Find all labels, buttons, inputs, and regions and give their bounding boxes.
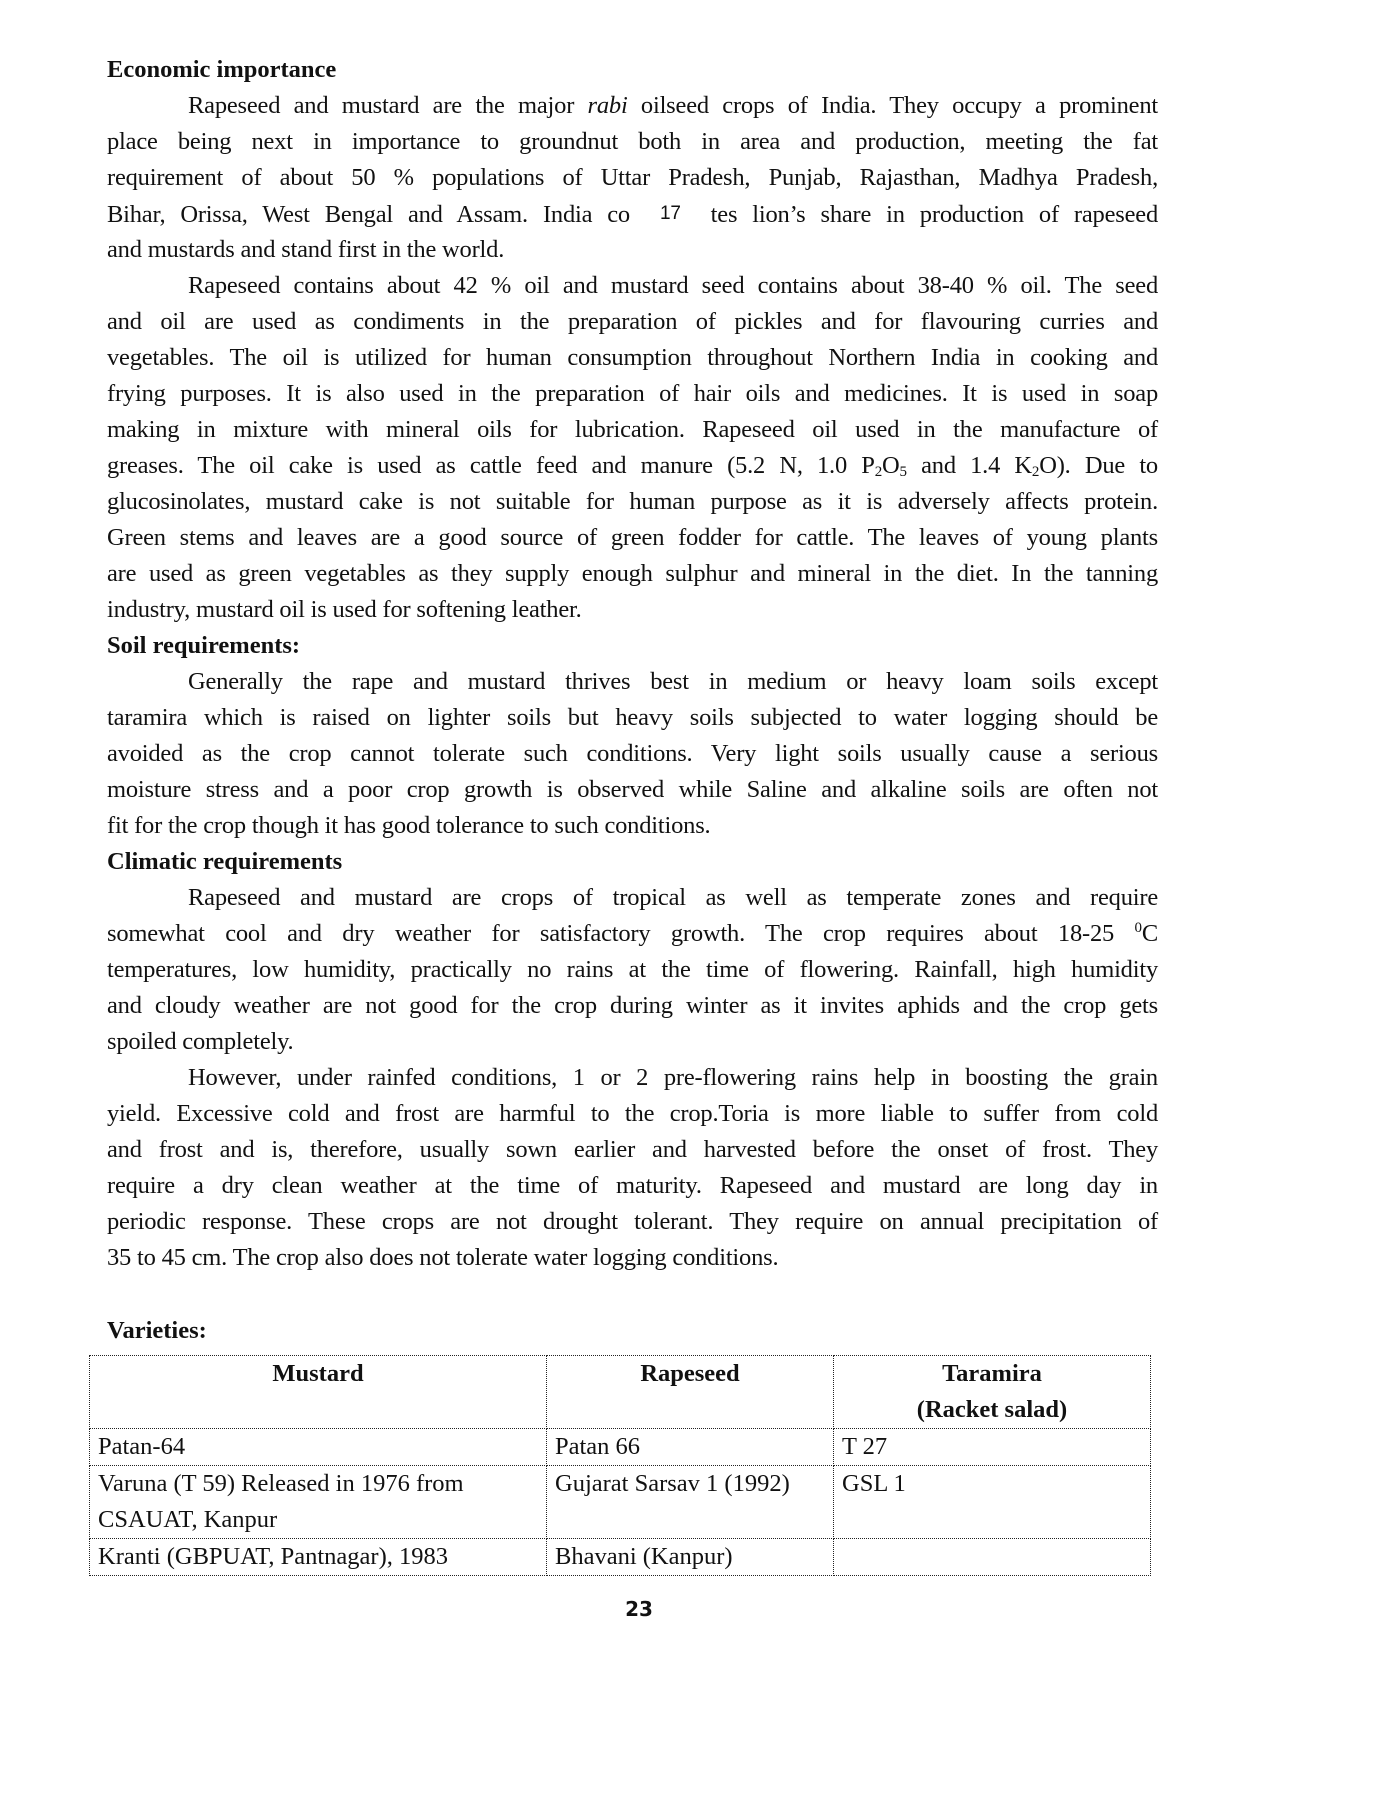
text-span: greases. The oil cake is used as cattle feed and manure (5.2 N, 1.0 P bbox=[107, 452, 875, 479]
heading-varieties: Varieties: bbox=[107, 1317, 207, 1344]
header-text: Mustard bbox=[272, 1360, 364, 1387]
text-line: and oil are used as condiments in the preparation of pickles and for flavouring curries and bbox=[107, 308, 1158, 335]
table-header-taramira bbox=[834, 1356, 1151, 1429]
text-line: require a dry clean weather at the time of maturity. Rapeseed and mustard are long day in bbox=[107, 1172, 1158, 1199]
text-line: and cloudy weather are not good for the crop during winter as it invites aphids and the crop gets bbox=[107, 992, 1158, 1019]
table-cell bbox=[547, 1429, 834, 1466]
text-span: somewhat cool and dry weather for satisfactory growth. The crop requires about 18-25 bbox=[107, 920, 1135, 947]
subscript: 2 bbox=[1031, 464, 1040, 480]
table-cell bbox=[834, 1539, 1151, 1576]
text-span: C bbox=[1141, 920, 1158, 947]
text-line: Green stems and leaves are a good source of green fodder for cattle. The leaves of young plants bbox=[107, 524, 1158, 551]
text-line: yield. Excessive cold and frost are harmful to the crop.Toria is more liable to suffer from cold bbox=[107, 1100, 1158, 1127]
header-text: Taramira bbox=[942, 1360, 1042, 1387]
cell-text: T 27 bbox=[842, 1433, 888, 1460]
text-line: temperatures, low humidity, practically no rains at the time of flowering. Rainfall, high humidity bbox=[107, 956, 1158, 983]
page-number: 23 bbox=[625, 1597, 653, 1621]
text-line: Generally the rape and mustard thrives best in medium or heavy loam soils except bbox=[188, 668, 1158, 695]
cell-text: CSAUAT, Kanpur bbox=[98, 1506, 278, 1533]
table-header-mustard bbox=[90, 1356, 547, 1429]
text-line: and mustards and stand first in the world. bbox=[107, 236, 505, 263]
table-cell bbox=[547, 1466, 834, 1539]
table-row bbox=[90, 1429, 1151, 1466]
text-line: frying purposes. It is also used in the preparation of hair oils and medicines. It is used in soap bbox=[107, 380, 1158, 407]
table-cell bbox=[834, 1466, 1151, 1539]
table-cell bbox=[90, 1429, 547, 1466]
superscript: 0 bbox=[1134, 920, 1142, 936]
text-line: 35 to 45 cm. The crop also does not tolerate water logging conditions. bbox=[107, 1244, 779, 1271]
text-line: Rapeseed contains about 42 % oil and mustard seed contains about 38-40 % oil. The seed bbox=[188, 272, 1158, 299]
text-line: and frost and is, therefore, usually sown earlier and harvested before the onset of frost. They bbox=[107, 1136, 1158, 1163]
text-span: O bbox=[882, 452, 900, 479]
table-row bbox=[90, 1539, 1151, 1576]
text-line: making in mixture with mineral oils for lubrication. Rapeseed oil used in the manufacture of bbox=[107, 416, 1158, 443]
text-line: vegetables. The oil is utilized for human consumption throughout Northern India in cooking and bbox=[107, 344, 1158, 371]
text-line: periodic response. These crops are not drought tolerant. They require on annual precipitation of bbox=[107, 1208, 1158, 1235]
text-line: However, under rainfed conditions, 1 or 2 pre-flowering rains help in boosting the grain bbox=[188, 1064, 1158, 1091]
cell-text: Bhavani (Kanpur) bbox=[555, 1543, 733, 1570]
table-cell bbox=[547, 1539, 834, 1576]
varieties-table bbox=[89, 1355, 1151, 1576]
text-span: oilseed crops of India. They occupy a prominent bbox=[627, 92, 1158, 119]
heading-climatic-requirements: Climatic requirements bbox=[107, 848, 343, 875]
table-cell bbox=[90, 1539, 547, 1576]
text-line: taramira which is raised on lighter soils but heavy soils subjected to water logging should be bbox=[107, 704, 1158, 731]
text-line: requirement of about 50 % populations of Uttar Pradesh, Punjab, Rajasthan, Madhya Pradesh, bbox=[107, 164, 1158, 191]
cell-text: Patan 66 bbox=[555, 1433, 641, 1460]
text-line bbox=[107, 448, 1158, 484]
text-line: glucosinolates, mustard cake is not suitable for human purpose as it is adversely affects protein. bbox=[107, 488, 1158, 515]
text-line bbox=[107, 196, 1158, 232]
text-line: industry, mustard oil is used for softening leather. bbox=[107, 596, 582, 623]
text-span: tes lion’s share in production of rapeseed bbox=[710, 201, 1159, 228]
subscript: 5 bbox=[899, 464, 907, 480]
text-line: spoiled completely. bbox=[107, 1028, 294, 1055]
text-span: O). Due to bbox=[1039, 452, 1158, 479]
text-line: Rapeseed and mustard are crops of tropical as well as temperate zones and require bbox=[188, 884, 1158, 911]
text-line: avoided as the crop cannot tolerate such conditions. Very light soils usually cause a serious bbox=[107, 740, 1158, 767]
cell-text: GSL 1 bbox=[842, 1470, 906, 1497]
text-span: Rapeseed and mustard are the major bbox=[188, 92, 588, 119]
page-reference-overlay: 17 bbox=[659, 203, 681, 224]
text-line: moisture stress and a poor crop growth is observed while Saline and alkaline soils are often not bbox=[107, 776, 1158, 803]
text-line bbox=[188, 88, 1158, 124]
cell-text: Kranti (GBPUAT, Pantnagar), 1983 bbox=[98, 1543, 448, 1570]
text-line: place being next in importance to groundnut both in area and production, meeting the fat bbox=[107, 128, 1158, 155]
heading-economic-importance: Economic importance bbox=[107, 56, 337, 83]
text-span: Bihar, Orissa, West Bengal and Assam. India co bbox=[107, 201, 630, 228]
text-line: fit for the crop though it has good tolerance to such conditions. bbox=[107, 812, 711, 839]
header-text: (Racket salad) bbox=[916, 1396, 1068, 1423]
header-text: Rapeseed bbox=[640, 1360, 740, 1387]
cell-text: Patan-64 bbox=[98, 1433, 186, 1460]
table-cell bbox=[834, 1429, 1151, 1466]
text-line bbox=[107, 916, 1158, 952]
heading-soil-requirements: Soil requirements: bbox=[107, 632, 301, 659]
cell-text: Varuna (T 59) Released in 1976 from bbox=[98, 1470, 464, 1497]
text-line: are used as green vegetables as they supply enough sulphur and mineral in the diet. In the tanning bbox=[107, 560, 1158, 587]
table-header-row bbox=[90, 1356, 1151, 1429]
table-row bbox=[90, 1466, 1151, 1539]
subscript: 2 bbox=[874, 464, 883, 480]
italic-term: rabi bbox=[587, 92, 628, 119]
table-cell bbox=[90, 1466, 547, 1539]
table-header-rapeseed bbox=[547, 1356, 834, 1429]
cell-text: Gujarat Sarsav 1 (1992) bbox=[555, 1470, 790, 1497]
text-span: and 1.4 K bbox=[906, 452, 1032, 479]
